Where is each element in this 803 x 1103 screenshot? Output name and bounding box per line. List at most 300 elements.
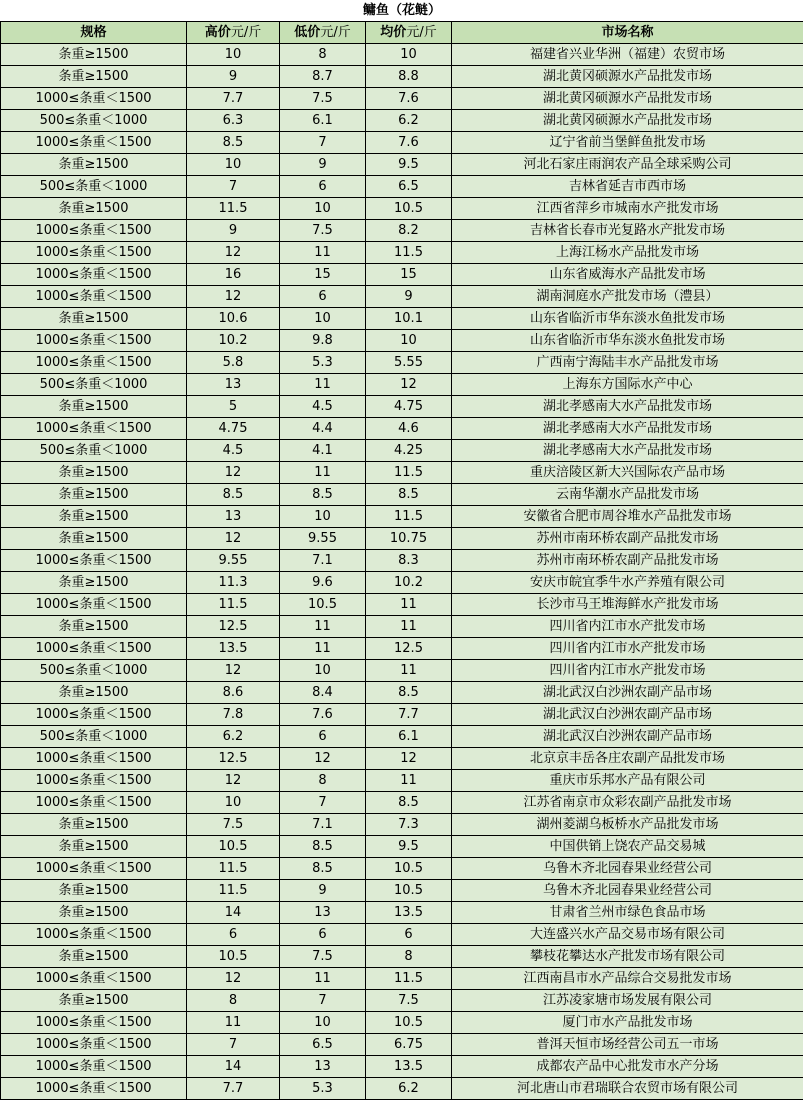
cell-market: 山东省威海水产品批发市场 (452, 264, 803, 286)
cell-avg: 8.5 (366, 792, 452, 814)
cell-low: 7.1 (280, 814, 366, 836)
cell-spec: 条重≥1500 (1, 902, 187, 924)
cell-avg: 11 (366, 770, 452, 792)
cell-low: 7 (280, 792, 366, 814)
cell-spec: 1000≤条重＜1500 (1, 704, 187, 726)
cell-high: 6.3 (187, 110, 280, 132)
cell-high: 6 (187, 924, 280, 946)
cell-avg: 11.5 (366, 242, 452, 264)
cell-high: 6.2 (187, 726, 280, 748)
cell-low: 7.6 (280, 704, 366, 726)
cell-spec: 1000≤条重＜1500 (1, 330, 187, 352)
cell-low: 9 (280, 880, 366, 902)
cell-spec: 条重≥1500 (1, 528, 187, 550)
cell-high: 10.6 (187, 308, 280, 330)
cell-low: 4.5 (280, 396, 366, 418)
table-row (1, 484, 803, 506)
cell-spec: 1000≤条重＜1500 (1, 418, 187, 440)
table-title: 鳙鱼（花鲢） (1, 0, 803, 22)
cell-market: 湖北孝感南大水产品批发市场 (452, 418, 803, 440)
cell-high: 11.5 (187, 594, 280, 616)
cell-avg: 12.5 (366, 638, 452, 660)
cell-spec: 1000≤条重＜1500 (1, 550, 187, 572)
table-row (1, 594, 803, 616)
cell-low: 7.5 (280, 220, 366, 242)
cell-low: 11 (280, 242, 366, 264)
table-row (1, 132, 803, 154)
cell-avg: 6 (366, 924, 452, 946)
table-row (1, 330, 803, 352)
cell-avg: 6.1 (366, 726, 452, 748)
cell-avg: 7.7 (366, 704, 452, 726)
cell-high: 12 (187, 770, 280, 792)
cell-low: 8 (280, 44, 366, 66)
cell-market: 甘肃省兰州市绿色食品市场 (452, 902, 803, 924)
cell-avg: 10.5 (366, 880, 452, 902)
cell-avg: 11.5 (366, 462, 452, 484)
cell-high: 13 (187, 506, 280, 528)
table-row (1, 1012, 803, 1034)
cell-high: 12 (187, 242, 280, 264)
header-low (280, 22, 366, 44)
cell-market: 湖南洞庭水产批发市场（澧县） (452, 286, 803, 308)
cell-low: 6.5 (280, 1034, 366, 1056)
cell-high: 11.3 (187, 572, 280, 594)
cell-high: 4.75 (187, 418, 280, 440)
cell-high: 9 (187, 66, 280, 88)
cell-low: 7.1 (280, 550, 366, 572)
cell-avg: 6.2 (366, 1078, 452, 1100)
cell-low: 6 (280, 286, 366, 308)
cell-avg: 10.5 (366, 1012, 452, 1034)
header-spec: 规格 (1, 22, 187, 44)
cell-spec: 1000≤条重＜1500 (1, 264, 187, 286)
cell-low: 7 (280, 990, 366, 1012)
cell-market: 山东省临沂市华东淡水鱼批发市场 (452, 330, 803, 352)
cell-high: 8 (187, 990, 280, 1012)
header-high-unit: 元/斤 (230, 24, 262, 40)
cell-spec: 条重≥1500 (1, 880, 187, 902)
cell-low: 13 (280, 1056, 366, 1078)
header-low-label: 低价 (294, 24, 321, 40)
cell-market: 四川省内江市水产批发市场 (452, 616, 803, 638)
cell-market: 成都农产品中心批发市水产分场 (452, 1056, 803, 1078)
cell-market: 江苏凌家塘市场发展有限公司 (452, 990, 803, 1012)
cell-avg: 13.5 (366, 902, 452, 924)
cell-market: 湖北孝感南大水产品批发市场 (452, 396, 803, 418)
cell-high: 7.7 (187, 88, 280, 110)
table-row (1, 792, 803, 814)
cell-low: 8.5 (280, 484, 366, 506)
cell-spec: 500≤条重＜1000 (1, 374, 187, 396)
cell-market: 厦门市水产品批发市场 (452, 1012, 803, 1034)
table-body (1, 44, 803, 1100)
cell-avg: 8.3 (366, 550, 452, 572)
cell-low: 10 (280, 1012, 366, 1034)
cell-spec: 条重≥1500 (1, 198, 187, 220)
cell-avg: 6.75 (366, 1034, 452, 1056)
cell-high: 14 (187, 902, 280, 924)
cell-high: 7.8 (187, 704, 280, 726)
cell-spec: 1000≤条重＜1500 (1, 924, 187, 946)
cell-low: 10 (280, 506, 366, 528)
table-row (1, 924, 803, 946)
cell-avg: 8 (366, 946, 452, 968)
table-row (1, 528, 803, 550)
cell-high: 11.5 (187, 858, 280, 880)
cell-low: 10.5 (280, 594, 366, 616)
cell-avg: 10.5 (366, 858, 452, 880)
cell-high: 12.5 (187, 616, 280, 638)
cell-market: 江西省萍乡市城南水产批发市场 (452, 198, 803, 220)
cell-spec: 1000≤条重＜1500 (1, 748, 187, 770)
table-row (1, 44, 803, 66)
cell-spec: 条重≥1500 (1, 836, 187, 858)
cell-avg: 6.5 (366, 176, 452, 198)
cell-spec: 500≤条重＜1000 (1, 176, 187, 198)
cell-low: 13 (280, 902, 366, 924)
cell-spec: 1000≤条重＜1500 (1, 594, 187, 616)
table-row (1, 616, 803, 638)
cell-market: 湖北黄冈硕源水产品批发市场 (452, 110, 803, 132)
cell-spec: 条重≥1500 (1, 396, 187, 418)
table-row (1, 1034, 803, 1056)
cell-high: 8.6 (187, 682, 280, 704)
cell-avg: 11 (366, 616, 452, 638)
table-row (1, 462, 803, 484)
cell-market: 吉林省长春市光复路水产批发市场 (452, 220, 803, 242)
cell-market: 山东省临沂市华东淡水鱼批发市场 (452, 308, 803, 330)
cell-spec: 条重≥1500 (1, 66, 187, 88)
table-row (1, 286, 803, 308)
cell-low: 11 (280, 374, 366, 396)
cell-market: 乌鲁木齐北园春果业经营公司 (452, 858, 803, 880)
cell-high: 5 (187, 396, 280, 418)
cell-avg: 8.8 (366, 66, 452, 88)
cell-avg: 11.5 (366, 506, 452, 528)
cell-avg: 10 (366, 330, 452, 352)
table-row (1, 836, 803, 858)
cell-market: 湖北孝感南大水产品批发市场 (452, 440, 803, 462)
cell-spec: 500≤条重＜1000 (1, 726, 187, 748)
cell-market: 攀枝花攀达水产批发市场有限公司 (452, 946, 803, 968)
cell-low: 5.3 (280, 352, 366, 374)
cell-low: 9.8 (280, 330, 366, 352)
cell-avg: 9 (366, 286, 452, 308)
cell-low: 5.3 (280, 1078, 366, 1100)
cell-high: 12 (187, 462, 280, 484)
cell-high: 12 (187, 286, 280, 308)
cell-low: 11 (280, 616, 366, 638)
table-row (1, 418, 803, 440)
table-row (1, 814, 803, 836)
cell-spec: 条重≥1500 (1, 990, 187, 1012)
table-row (1, 858, 803, 880)
cell-avg: 9.5 (366, 154, 452, 176)
cell-high: 11 (187, 1012, 280, 1034)
table-row (1, 748, 803, 770)
cell-high: 13.5 (187, 638, 280, 660)
cell-market: 湖北武汉白沙洲农副产品市场 (452, 704, 803, 726)
cell-market: 重庆市乐邦水产品有限公司 (452, 770, 803, 792)
cell-spec: 条重≥1500 (1, 682, 187, 704)
cell-high: 4.5 (187, 440, 280, 462)
cell-high: 11.5 (187, 198, 280, 220)
cell-avg: 8.5 (366, 682, 452, 704)
cell-spec: 条重≥1500 (1, 572, 187, 594)
table-row (1, 682, 803, 704)
cell-avg: 10 (366, 44, 452, 66)
cell-spec: 1000≤条重＜1500 (1, 1056, 187, 1078)
cell-market: 湖州菱湖乌板桥水产品批发市场 (452, 814, 803, 836)
cell-spec: 1000≤条重＜1500 (1, 1034, 187, 1056)
cell-high: 10.2 (187, 330, 280, 352)
cell-low: 6 (280, 726, 366, 748)
cell-high: 10.5 (187, 946, 280, 968)
header-avg (366, 22, 452, 44)
cell-avg: 12 (366, 374, 452, 396)
cell-market: 北京京丰岳各庄农副产品批发市场 (452, 748, 803, 770)
cell-high: 11.5 (187, 880, 280, 902)
cell-avg: 8.5 (366, 484, 452, 506)
table-row (1, 66, 803, 88)
cell-market: 中国供销上饶农产品交易城 (452, 836, 803, 858)
cell-spec: 1000≤条重＜1500 (1, 88, 187, 110)
cell-low: 7.5 (280, 946, 366, 968)
cell-low: 11 (280, 968, 366, 990)
header-low-unit: 元/斤 (320, 24, 351, 40)
cell-low: 6 (280, 924, 366, 946)
cell-low: 10 (280, 660, 366, 682)
cell-market: 大连盛兴水产品交易市场有限公司 (452, 924, 803, 946)
cell-avg: 7.6 (366, 132, 452, 154)
cell-high: 12 (187, 968, 280, 990)
cell-spec: 1000≤条重＜1500 (1, 792, 187, 814)
cell-avg: 15 (366, 264, 452, 286)
cell-spec: 500≤条重＜1000 (1, 660, 187, 682)
header-high-label: 高价 (204, 24, 231, 40)
table-row (1, 660, 803, 682)
cell-avg: 4.6 (366, 418, 452, 440)
header-market: 市场名称 (452, 22, 803, 44)
cell-spec: 1000≤条重＜1500 (1, 1012, 187, 1034)
table-row (1, 264, 803, 286)
table-row (1, 154, 803, 176)
cell-avg: 10.1 (366, 308, 452, 330)
cell-high: 10 (187, 792, 280, 814)
cell-avg: 11 (366, 660, 452, 682)
cell-low: 8 (280, 770, 366, 792)
cell-spec: 500≤条重＜1000 (1, 440, 187, 462)
cell-avg: 13.5 (366, 1056, 452, 1078)
cell-high: 7.7 (187, 1078, 280, 1100)
header-row (1, 22, 803, 44)
cell-market: 河北石家庄雨润农产品全球采购公司 (452, 154, 803, 176)
cell-avg: 9.5 (366, 836, 452, 858)
header-avg-label: 均价 (380, 24, 407, 40)
cell-market: 普洱天恒市场经营公司五一市场 (452, 1034, 803, 1056)
cell-market: 四川省内江市水产批发市场 (452, 638, 803, 660)
cell-spec: 1000≤条重＜1500 (1, 352, 187, 374)
table-row (1, 374, 803, 396)
cell-market: 苏州市南环桥农副产品批发市场 (452, 528, 803, 550)
cell-low: 15 (280, 264, 366, 286)
cell-high: 12 (187, 528, 280, 550)
table-row (1, 110, 803, 132)
cell-spec: 条重≥1500 (1, 484, 187, 506)
cell-market: 湖北武汉白沙洲农副产品市场 (452, 726, 803, 748)
cell-avg: 12 (366, 748, 452, 770)
cell-high: 12.5 (187, 748, 280, 770)
cell-avg: 4.25 (366, 440, 452, 462)
cell-market: 长沙市马王堆海鲜水产批发市场 (452, 594, 803, 616)
cell-market: 安徽省合肥市周谷堆水产品批发市场 (452, 506, 803, 528)
cell-low: 4.4 (280, 418, 366, 440)
table-row (1, 506, 803, 528)
cell-avg: 7.6 (366, 88, 452, 110)
cell-market: 河北唐山市君瑞联合农贸市场有限公司 (452, 1078, 803, 1100)
cell-market: 上海东方国际水产中心 (452, 374, 803, 396)
table-row (1, 638, 803, 660)
cell-spec: 1000≤条重＜1500 (1, 132, 187, 154)
table-row (1, 880, 803, 902)
cell-low: 10 (280, 308, 366, 330)
cell-market: 辽宁省前当堡鲜鱼批发市场 (452, 132, 803, 154)
cell-low: 9.6 (280, 572, 366, 594)
table-row (1, 198, 803, 220)
cell-high: 9 (187, 220, 280, 242)
cell-market: 四川省内江市水产批发市场 (452, 660, 803, 682)
table-row (1, 704, 803, 726)
cell-high: 8.5 (187, 132, 280, 154)
cell-market: 湖北武汉白沙洲农副产品市场 (452, 682, 803, 704)
cell-market: 湖北黄冈硕源水产品批发市场 (452, 66, 803, 88)
table-row (1, 770, 803, 792)
cell-spec: 条重≥1500 (1, 308, 187, 330)
cell-low: 12 (280, 748, 366, 770)
table-row (1, 1056, 803, 1078)
cell-high: 7.5 (187, 814, 280, 836)
cell-low: 8.4 (280, 682, 366, 704)
cell-low: 9 (280, 154, 366, 176)
cell-avg: 10.75 (366, 528, 452, 550)
table-row (1, 550, 803, 572)
table-row (1, 440, 803, 462)
cell-spec: 1000≤条重＜1500 (1, 770, 187, 792)
cell-market: 苏州市南环桥农副产品批发市场 (452, 550, 803, 572)
table-row (1, 902, 803, 924)
cell-market: 江苏省南京市众彩农副产品批发市场 (452, 792, 803, 814)
cell-avg: 11 (366, 594, 452, 616)
cell-spec: 条重≥1500 (1, 946, 187, 968)
cell-spec: 条重≥1500 (1, 462, 187, 484)
cell-low: 4.1 (280, 440, 366, 462)
cell-high: 5.8 (187, 352, 280, 374)
table-row (1, 220, 803, 242)
cell-low: 8.5 (280, 836, 366, 858)
cell-high: 10 (187, 154, 280, 176)
cell-low: 9.55 (280, 528, 366, 550)
table-row (1, 352, 803, 374)
cell-avg: 8.2 (366, 220, 452, 242)
cell-spec: 1000≤条重＜1500 (1, 220, 187, 242)
cell-avg: 6.2 (366, 110, 452, 132)
cell-market: 福建省兴业华洲（福建）农贸市场 (452, 44, 803, 66)
cell-spec: 1000≤条重＜1500 (1, 858, 187, 880)
cell-avg: 11.5 (366, 968, 452, 990)
cell-spec: 条重≥1500 (1, 616, 187, 638)
table-row (1, 308, 803, 330)
cell-spec: 条重≥1500 (1, 154, 187, 176)
cell-high: 10.5 (187, 836, 280, 858)
cell-avg: 10.2 (366, 572, 452, 594)
cell-high: 7 (187, 176, 280, 198)
cell-market: 云南华潮水产品批发市场 (452, 484, 803, 506)
table-row (1, 726, 803, 748)
cell-high: 7 (187, 1034, 280, 1056)
title-row (1, 0, 803, 22)
cell-low: 6.1 (280, 110, 366, 132)
table-row (1, 242, 803, 264)
table-row (1, 1078, 803, 1100)
cell-low: 6 (280, 176, 366, 198)
cell-low: 8.7 (280, 66, 366, 88)
cell-high: 9.55 (187, 550, 280, 572)
cell-avg: 5.55 (366, 352, 452, 374)
header-high (187, 22, 280, 44)
cell-spec: 条重≥1500 (1, 814, 187, 836)
cell-market: 吉林省延吉市西市场 (452, 176, 803, 198)
cell-market: 安庆市皖宜季牛水产养殖有限公司 (452, 572, 803, 594)
cell-high: 14 (187, 1056, 280, 1078)
cell-market: 广西南宁海陆丰水产品批发市场 (452, 352, 803, 374)
cell-avg: 10.5 (366, 198, 452, 220)
table-row (1, 990, 803, 1012)
cell-low: 8.5 (280, 858, 366, 880)
cell-spec: 1000≤条重＜1500 (1, 242, 187, 264)
cell-low: 11 (280, 462, 366, 484)
cell-low: 10 (280, 198, 366, 220)
cell-low: 7.5 (280, 88, 366, 110)
table-row (1, 968, 803, 990)
cell-market: 重庆涪陵区新大兴国际农产品市场 (452, 462, 803, 484)
cell-high: 10 (187, 44, 280, 66)
cell-avg: 7.5 (366, 990, 452, 1012)
table-row (1, 396, 803, 418)
cell-spec: 1000≤条重＜1500 (1, 1078, 187, 1100)
cell-avg: 7.3 (366, 814, 452, 836)
cell-spec: 1000≤条重＜1500 (1, 968, 187, 990)
cell-market: 江西南昌市水产品综合交易批发市场 (452, 968, 803, 990)
cell-market: 上海江杨水产品批发市场 (452, 242, 803, 264)
cell-low: 11 (280, 638, 366, 660)
cell-high: 8.5 (187, 484, 280, 506)
cell-spec: 条重≥1500 (1, 44, 187, 66)
cell-spec: 条重≥1500 (1, 506, 187, 528)
table-row (1, 88, 803, 110)
table-row (1, 946, 803, 968)
table-row (1, 176, 803, 198)
cell-spec: 1000≤条重＜1500 (1, 286, 187, 308)
cell-high: 16 (187, 264, 280, 286)
cell-low: 7 (280, 132, 366, 154)
cell-avg: 4.75 (366, 396, 452, 418)
table-row (1, 572, 803, 594)
header-avg-unit: 元/斤 (406, 24, 437, 40)
cell-market: 湖北黄冈硕源水产品批发市场 (452, 88, 803, 110)
cell-spec: 500≤条重＜1000 (1, 110, 187, 132)
cell-high: 13 (187, 374, 280, 396)
